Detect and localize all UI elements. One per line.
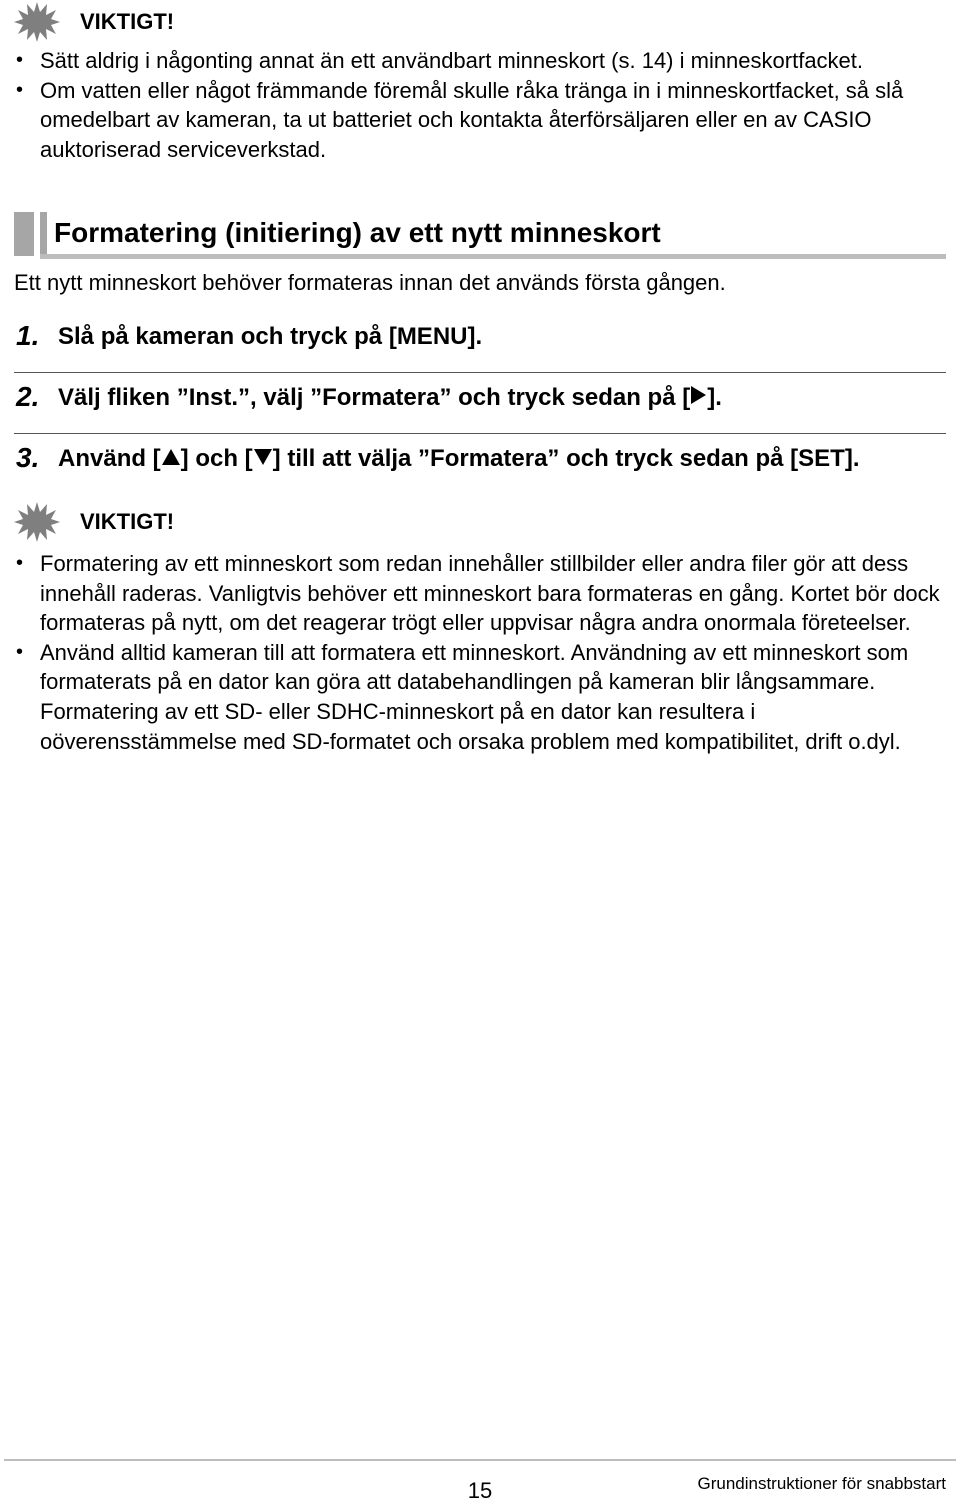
up-arrow-icon: [162, 449, 180, 465]
step-2: [14, 377, 946, 417]
step-number: 2.: [16, 381, 40, 412]
heading-marker: [40, 212, 47, 256]
step-text: Välj fliken ”Inst.”, välj ”Formatera” och tryck sedan på [ ].: [58, 384, 722, 411]
warning-burst-icon: [14, 2, 60, 42]
step-divider: [14, 372, 946, 373]
important-notice-header: [14, 502, 414, 542]
step-number: 3.: [16, 442, 40, 473]
step-divider: [14, 433, 946, 434]
heading-marker: [14, 212, 34, 256]
step-text: Slå på kameran och tryck på [MENU].: [58, 323, 483, 350]
section-intro: Ett nytt minneskort behöver formateras innan det används första gången.: [14, 270, 726, 295]
step-1: [14, 316, 946, 356]
warning-burst-icon: [14, 502, 60, 542]
page-number: 15: [467, 1478, 493, 1503]
step-text: Använd [ ] och [ ] till att välja ”Formatera” och tryck sedan på [SET].: [58, 445, 860, 472]
list-item: • Om vatten eller något främmande föremål skulle råka tränga in i minneskortfacket, så slå omedelbart av kameran, ta ut batteriet och kontakta återförsäljaren eller en av CASIO auktoriserad serviceverkstad.: [14, 76, 946, 165]
section-heading: [14, 212, 946, 260]
step-3: [14, 438, 946, 478]
list-item: • Formatering av ett minneskort som redan innehåller stillbilder eller andra filer gör att dess innehåll raderas. Vanligtvis behöver ett minneskort bara formateras en gång. Kortet bör dock formateras på nytt, om det reagerar trögt eller uppvisar några andra onormala företeelser.: [14, 549, 946, 638]
section-title: Formatering (initiering) av ett nytt minneskort: [54, 217, 661, 248]
important-list-bottom: [14, 549, 946, 756]
important-list-top: [14, 46, 946, 164]
list-item: • Sätt aldrig i någonting annat än ett användbart minneskort (s. 14) i minneskortfacket.: [14, 46, 946, 76]
footer-title: Grundinstruktioner för snabbstart: [697, 1474, 946, 1493]
list-item: • Använd alltid kameran till att formatera ett minneskort. Användning av ett minneskort som formaterats på en dator kan göra att databehandlingen på kameran blir långsammare. Formatering av ett SD- eller SDHC-minneskort på en dator kan resultera i oöverensstämmelse med SD-formatet och orsaka problem med kompatibilitet, drift o.dyl.: [14, 638, 946, 756]
heading-underline: [40, 254, 946, 259]
important-label: VIKTIGT!: [80, 509, 175, 534]
step-number: 1.: [16, 320, 40, 351]
important-label: VIKTIGT!: [80, 9, 175, 34]
down-arrow-icon: [254, 449, 272, 465]
footer-divider: [4, 1459, 956, 1461]
right-arrow-icon: [691, 386, 706, 404]
important-notice-header: [14, 2, 414, 42]
